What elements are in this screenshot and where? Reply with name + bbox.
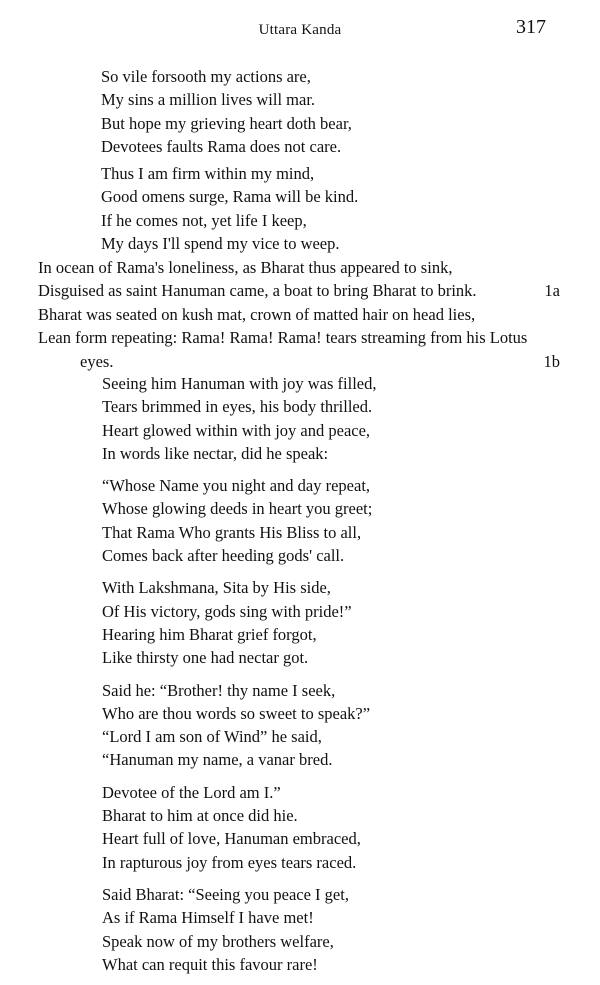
prose-line bbox=[38, 279, 560, 302]
prose-text: eyes. bbox=[80, 351, 114, 371]
verse-line: “Lord I am son of Wind” he said, bbox=[102, 727, 322, 747]
verse-line: Tears brimmed in eyes, his body thrilled. bbox=[102, 397, 373, 417]
verse-line: “Whose Name you night and day repeat, bbox=[102, 476, 371, 496]
verse-line: Good omens surge, Rama will be kind. bbox=[101, 187, 359, 207]
verse-line: Devotees faults Rama does not care. bbox=[101, 137, 342, 157]
verse-line: In words like nectar, did he speak: bbox=[102, 443, 329, 463]
verse-line: Who are thou words so sweet to speak?” bbox=[102, 703, 371, 723]
verse-line: That Rama Who grants His Bliss to all, bbox=[102, 522, 362, 542]
verse-line: Seeing him Hanuman with joy was filled, bbox=[102, 374, 377, 393]
verse-line: Said Bharat: “Seeing you peace I get, bbox=[102, 884, 349, 904]
verse-line: Heart glowed within with joy and peace, bbox=[102, 420, 371, 440]
verse-line: “Hanuman my name, a vanar bred. bbox=[102, 750, 333, 770]
verse-line: Whose glowing deeds in heart you greet; bbox=[102, 499, 373, 519]
verse-line: What can requit this favour rare! bbox=[102, 954, 318, 974]
stanza bbox=[102, 576, 377, 669]
verse-line: Thus I am firm within my mind, bbox=[101, 164, 315, 183]
verse-line: As if Rama Himself I have met! bbox=[102, 908, 314, 928]
verse-line: Devotee of the Lord am I.” bbox=[102, 782, 281, 802]
verse-line: If he comes not, yet life I keep, bbox=[101, 210, 307, 230]
stanza bbox=[101, 162, 358, 256]
prose-text: Disguised as saint Hanuman came, a boat to bring Bharat to brink. bbox=[38, 281, 477, 301]
verse-line: But hope my grieving heart doth bear, bbox=[101, 113, 352, 133]
verse-line: My sins a million lives will mar. bbox=[101, 90, 316, 110]
prose-line bbox=[38, 256, 560, 279]
verse-line: In rapturous joy from eyes tears raced. bbox=[102, 852, 357, 872]
stanza bbox=[102, 474, 377, 567]
prose-text: Bharat was seated on kush mat, crown of matted hair on head lies, bbox=[38, 304, 476, 324]
stanza bbox=[101, 65, 352, 159]
verse-line: Comes back after heeding gods' call. bbox=[102, 546, 345, 566]
verse-line: Of His victory, gods sing with pride!” bbox=[102, 601, 352, 621]
stanza bbox=[102, 372, 377, 465]
verse-line: Heart full of love, Hanuman embraced, bbox=[102, 829, 361, 849]
prose-line bbox=[38, 350, 560, 373]
stanza bbox=[102, 883, 377, 976]
prose-line bbox=[38, 303, 560, 326]
verse-line: Bharat to him at once did hie. bbox=[102, 806, 298, 826]
page-number: 317 bbox=[516, 16, 546, 38]
stanza bbox=[102, 679, 377, 772]
verse-line: Like thirsty one had nectar got. bbox=[102, 648, 309, 668]
verse-tag-1a: 1a bbox=[544, 281, 560, 301]
stanza bbox=[102, 781, 377, 874]
prose-passage bbox=[38, 256, 560, 373]
verse-line: With Lakshmana, Sita by His side, bbox=[102, 578, 331, 598]
prose-text: Lean form repeating: Rama! Rama! Rama! tears streaming from his Lotus bbox=[38, 328, 528, 348]
verse-block bbox=[102, 372, 377, 985]
verse-line: Hearing him Bharat grief forgot, bbox=[102, 624, 317, 644]
verse-tag-1b: 1b bbox=[543, 351, 560, 371]
verse-line: Said he: “Brother! thy name I seek, bbox=[102, 680, 336, 700]
prose-text: In ocean of Rama's loneliness, as Bharat thus appeared to sink, bbox=[38, 258, 453, 277]
verse-line: So vile forsooth my actions are, bbox=[101, 67, 311, 86]
verse-line: My days I'll spend my vice to weep. bbox=[101, 234, 340, 254]
running-title: Uttara Kanda bbox=[258, 22, 342, 38]
prose-line bbox=[38, 326, 560, 349]
verse-line: Speak now of my brothers welfare, bbox=[102, 931, 334, 951]
